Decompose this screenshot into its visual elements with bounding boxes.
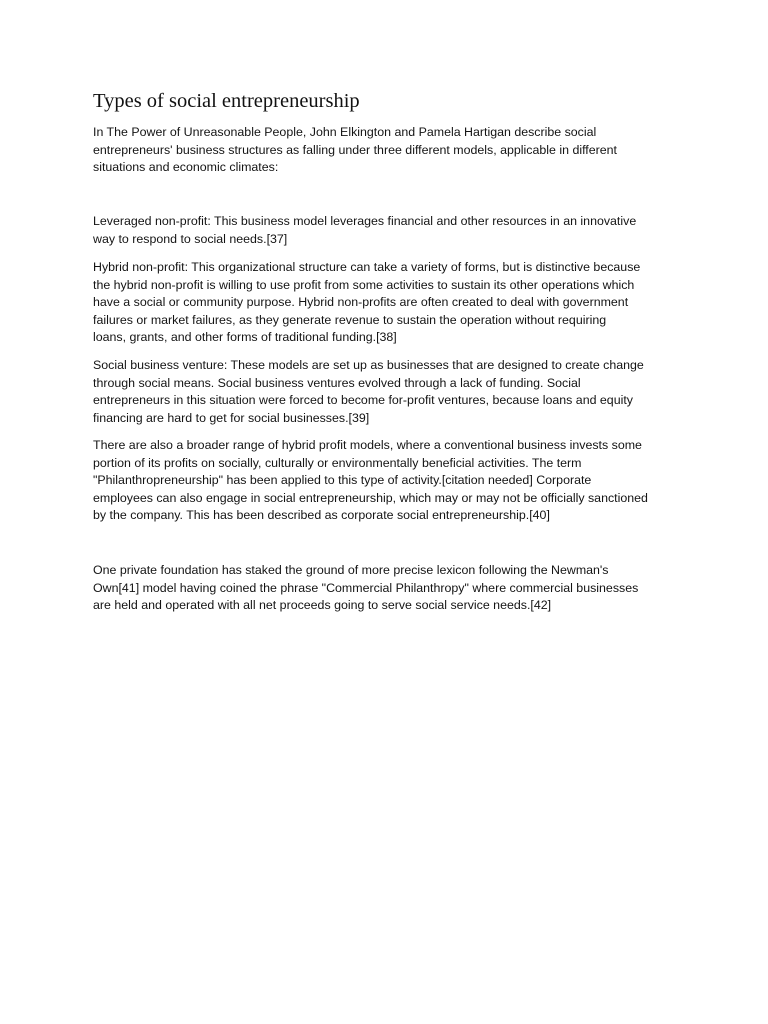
paragraph-intro xyxy=(93,124,683,177)
paragraph-line: financing are hard to get for social businesses.[39] xyxy=(93,410,370,425)
paragraph-hybrid-profit-models xyxy=(93,437,683,525)
paragraph-line: by the company. This has been described as corporate social entrepreneurship.[40] xyxy=(93,508,550,522)
document-title: Types of social entrepreneurship xyxy=(93,90,360,112)
paragraph-line: the hybrid non-profit is willing to use profit from some activities to sustain its other operations which xyxy=(93,277,635,292)
paragraph-line: employees can also engage in social entrepreneurship, which may or may not be officially sanctioned xyxy=(93,490,648,505)
paragraph-line: situations and economic climates: xyxy=(93,160,279,174)
paragraph-line: loans, grants, and other forms of traditional funding.[38] xyxy=(93,330,397,344)
paragraph-line: Leveraged non-profit: This business model leverages financial and other resources in an innovative xyxy=(93,214,637,228)
paragraph-line: "Philanthropreneurship" has been applied to this type of activity.[citation needed] Corporate xyxy=(93,473,592,487)
paragraph-line: entrepreneurs in this situation were forced to become for-profit ventures, because loans and equity xyxy=(93,393,633,407)
paragraph-private-foundation xyxy=(93,562,683,615)
paragraph-social-business-venture xyxy=(93,357,683,427)
paragraph-line: entrepreneurs' business structures as falling under three different models, applicable in different xyxy=(93,142,617,157)
paragraph-line: through social means. Social business ventures evolved through a lack of funding. Social xyxy=(93,375,581,390)
paragraph-line: way to respond to social needs.[37] xyxy=(93,231,288,246)
paragraph-line: are held and operated with all net proceeds going to serve social service needs.[42] xyxy=(93,598,552,612)
paragraph-line: Own[41] model having coined the phrase "Commercial Philanthropy" where commercial businesses xyxy=(93,580,639,595)
paragraph-leveraged-non-profit xyxy=(93,213,683,248)
paragraph-line: Hybrid non-profit: This organizational structure can take a variety of forms, but is distinctive because xyxy=(93,260,641,274)
paragraph-hybrid-non-profit xyxy=(93,259,683,347)
paragraph-line: There are also a broader range of hybrid profit models, where a conventional business invests some xyxy=(93,438,642,452)
paragraph-line: In The Power of Unreasonable People, John Elkington and Pamela Hartigan describe social xyxy=(93,125,597,139)
paragraph-line: Social business venture: These models are set up as businesses that are designed to create change xyxy=(93,358,644,372)
paragraph-line: failures or market failures, as they generate revenue to sustain the operation without requiring xyxy=(93,312,607,327)
paragraph-line: portion of its profits on socially, culturally or environmentally beneficial activities. The term xyxy=(93,455,582,470)
paragraph-line: One private foundation has staked the ground of more precise lexicon following the Newman's xyxy=(93,563,609,577)
paragraph-line: have a social or community purpose. Hybrid non-profits are often created to deal with government xyxy=(93,295,629,309)
